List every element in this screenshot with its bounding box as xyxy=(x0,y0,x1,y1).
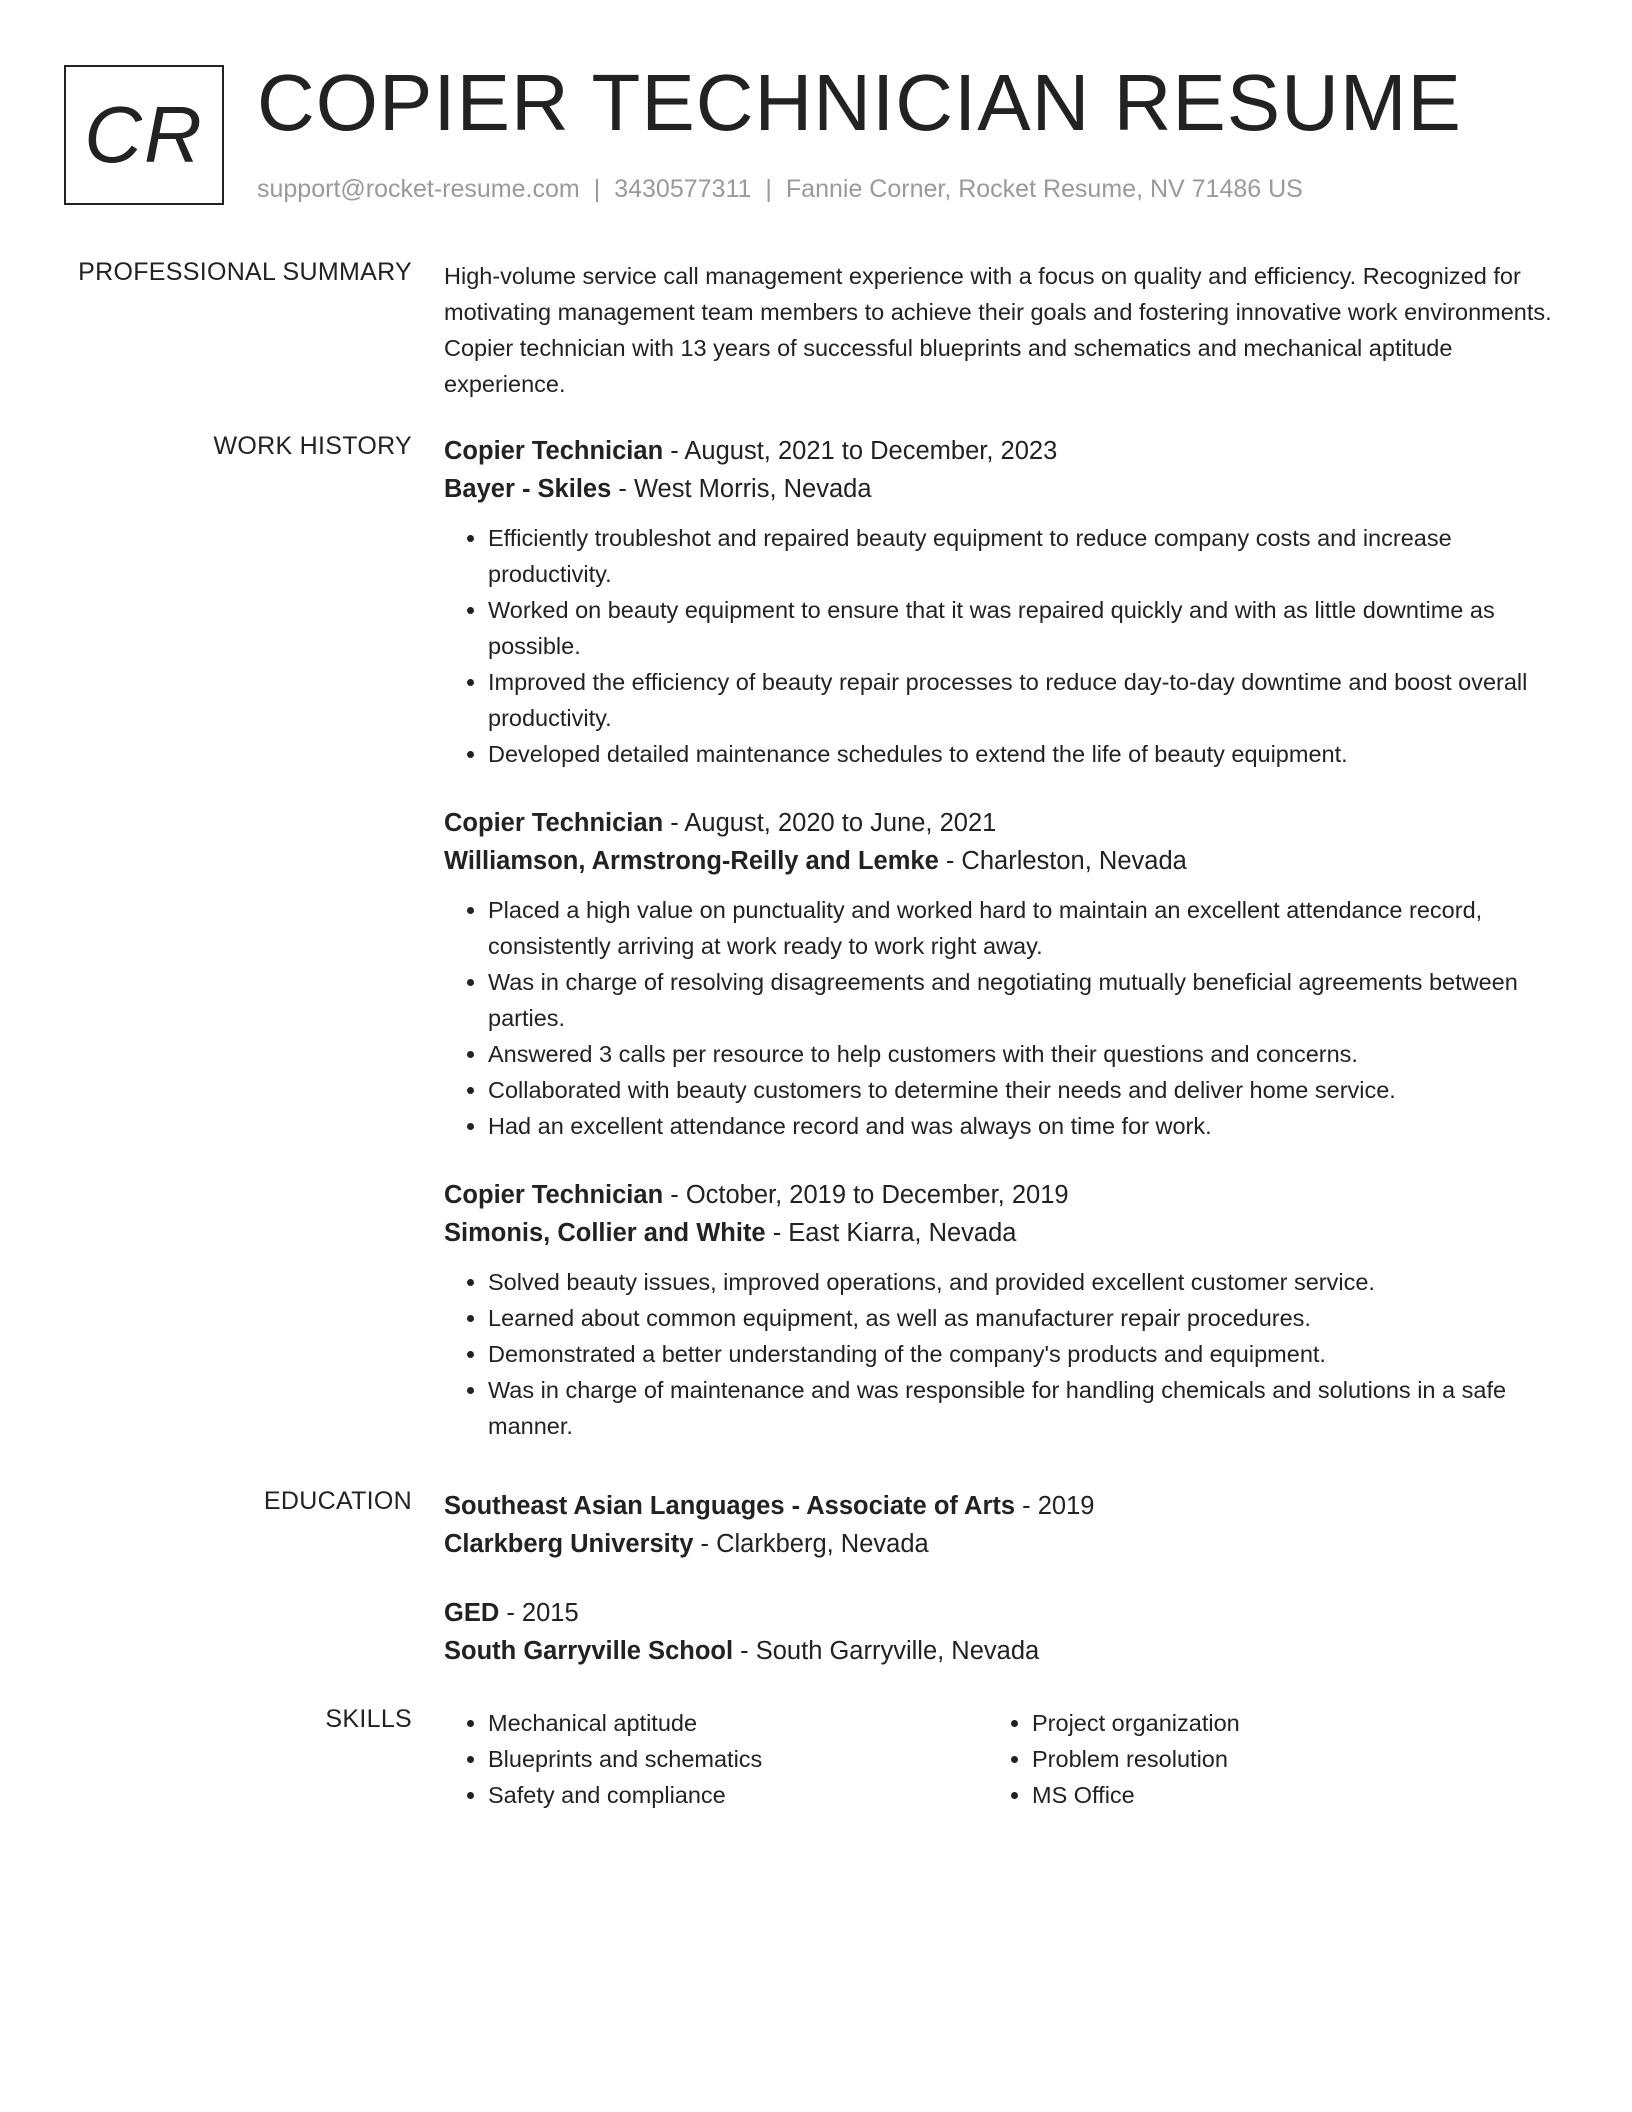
job-company: Bayer - Skiles xyxy=(444,475,612,503)
education-degree-line xyxy=(444,1487,1554,1525)
job-title-line xyxy=(444,1176,1554,1214)
job-company: Simonis, Collier and White xyxy=(444,1219,766,1247)
section-label-work-history: WORK HISTORY xyxy=(213,432,412,460)
education-location: - Clarkberg, Nevada xyxy=(693,1530,929,1558)
job-title-line xyxy=(444,432,1554,470)
education-degree: Southeast Asian Languages - Associate of Arts xyxy=(444,1492,1016,1520)
job-bullet: • Answered 3 calls per resource to help customers with their questions and concerns. xyxy=(488,1036,1554,1072)
job-dates: - August, 2021 to December, 2023 xyxy=(663,437,1058,465)
job-entry xyxy=(444,432,1554,772)
job-bullet: • Was in charge of resolving disagreements and negotiating mutually beneficial agreements between parties. xyxy=(488,964,1554,1036)
skills-columns xyxy=(444,1705,1554,1813)
job-company-line xyxy=(444,842,1554,880)
job-bullet: • Placed a high value on punctuality and worked hard to maintain an excellent attendance record, consistently arriving at work ready to work right away. xyxy=(488,892,1554,964)
job-bullet: • Developed detailed maintenance schedules to extend the life of beauty equipment. xyxy=(488,736,1554,772)
education-year: - 2019 xyxy=(1015,1492,1095,1520)
education-entry xyxy=(444,1487,1554,1563)
resume-title: COPIER TECHNICIAN RESUME xyxy=(257,58,1462,147)
job-title: Copier Technician xyxy=(444,809,664,837)
contact-separator: | xyxy=(765,175,772,203)
contact-line xyxy=(257,175,1303,204)
education-degree: GED xyxy=(444,1599,500,1627)
job-bullet: • Efficiently troubleshot and repaired beauty equipment to reduce company costs and increase productivity. xyxy=(488,520,1554,592)
education-school-line xyxy=(444,1525,1554,1563)
skill-item: • MS Office xyxy=(1032,1777,1532,1813)
job-bullets xyxy=(444,520,1554,772)
job-company-line xyxy=(444,470,1554,508)
skill-item: • Blueprints and schematics xyxy=(488,1741,988,1777)
skills-list-left xyxy=(444,1705,988,1813)
resume-header xyxy=(64,58,1564,215)
skills-body xyxy=(444,1705,1554,1813)
job-title: Copier Technician xyxy=(444,1181,664,1209)
job-bullet: • Was in charge of maintenance and was responsible for handling chemicals and solutions in a safe manner. xyxy=(488,1372,1554,1444)
job-bullet: • Collaborated with beauty customers to determine their needs and deliver home service. xyxy=(488,1072,1554,1108)
education-entry xyxy=(444,1594,1554,1670)
contact-address: Fannie Corner, Rocket Resume, NV 71486 US xyxy=(785,175,1303,203)
education-degree-line xyxy=(444,1594,1554,1632)
skill-item: • Mechanical aptitude xyxy=(488,1705,988,1741)
job-title: Copier Technician xyxy=(444,437,664,465)
job-bullet: • Demonstrated a better understanding of the company's products and equipment. xyxy=(488,1336,1554,1372)
education-school: Clarkberg University xyxy=(444,1530,694,1558)
education-year: - 2015 xyxy=(499,1599,579,1627)
contact-email: support@rocket-resume.com xyxy=(257,175,580,203)
job-bullets xyxy=(444,1264,1554,1444)
education-school-line xyxy=(444,1632,1554,1670)
education-location: - South Garryville, Nevada xyxy=(733,1637,1040,1665)
section-label-summary: PROFESSIONAL SUMMARY xyxy=(78,258,412,286)
job-dates: - August, 2020 to June, 2021 xyxy=(663,809,997,837)
education-school: South Garryville School xyxy=(444,1637,734,1665)
section-label-education: EDUCATION xyxy=(263,1487,412,1515)
job-company: Williamson, Armstrong-Reilly and Lemke xyxy=(444,847,939,875)
skill-item: • Project organization xyxy=(1032,1705,1532,1741)
job-entry xyxy=(444,804,1554,1144)
job-company-line xyxy=(444,1214,1554,1252)
work-history-body xyxy=(444,432,1554,1476)
job-dates: - October, 2019 to December, 2019 xyxy=(663,1181,1069,1209)
skills-list-right xyxy=(988,1705,1532,1813)
job-bullets xyxy=(444,892,1554,1144)
summary-body xyxy=(444,258,1554,402)
job-location: - Charleston, Nevada xyxy=(938,847,1187,875)
contact-phone: 3430577311 xyxy=(614,175,752,203)
job-bullet: • Solved beauty issues, improved operations, and provided excellent customer service. xyxy=(488,1264,1554,1300)
education-body xyxy=(444,1487,1554,1701)
contact-separator: | xyxy=(593,175,601,203)
job-location: - West Morris, Nevada xyxy=(611,475,872,503)
skill-item: • Safety and compliance xyxy=(488,1777,988,1813)
job-location: - East Kiarra, Nevada xyxy=(765,1219,1017,1247)
section-label-skills: SKILLS xyxy=(325,1705,412,1733)
job-title-line xyxy=(444,804,1554,842)
summary-text: High-volume service call management experience with a focus on quality and efficiency. Recognized for motivating management team members to achieve their goals and fostering innovative work environments. Copier technician with 13 years of successful blueprints and schematics and mechanical aptitude experience. xyxy=(444,263,1552,397)
job-bullet: • Learned about common equipment, as well as manufacturer repair procedures. xyxy=(488,1300,1554,1336)
job-bullet: • Worked on beauty equipment to ensure that it was repaired quickly and with as little downtime as possible. xyxy=(488,592,1554,664)
monogram-logo: CR xyxy=(64,65,224,205)
job-entry xyxy=(444,1176,1554,1444)
job-bullet: • Had an excellent attendance record and was always on time for work. xyxy=(488,1108,1554,1144)
skill-item: • Problem resolution xyxy=(1032,1741,1532,1777)
job-bullet: • Improved the efficiency of beauty repair processes to reduce day-to-day downtime and boost overall productivity. xyxy=(488,664,1554,736)
